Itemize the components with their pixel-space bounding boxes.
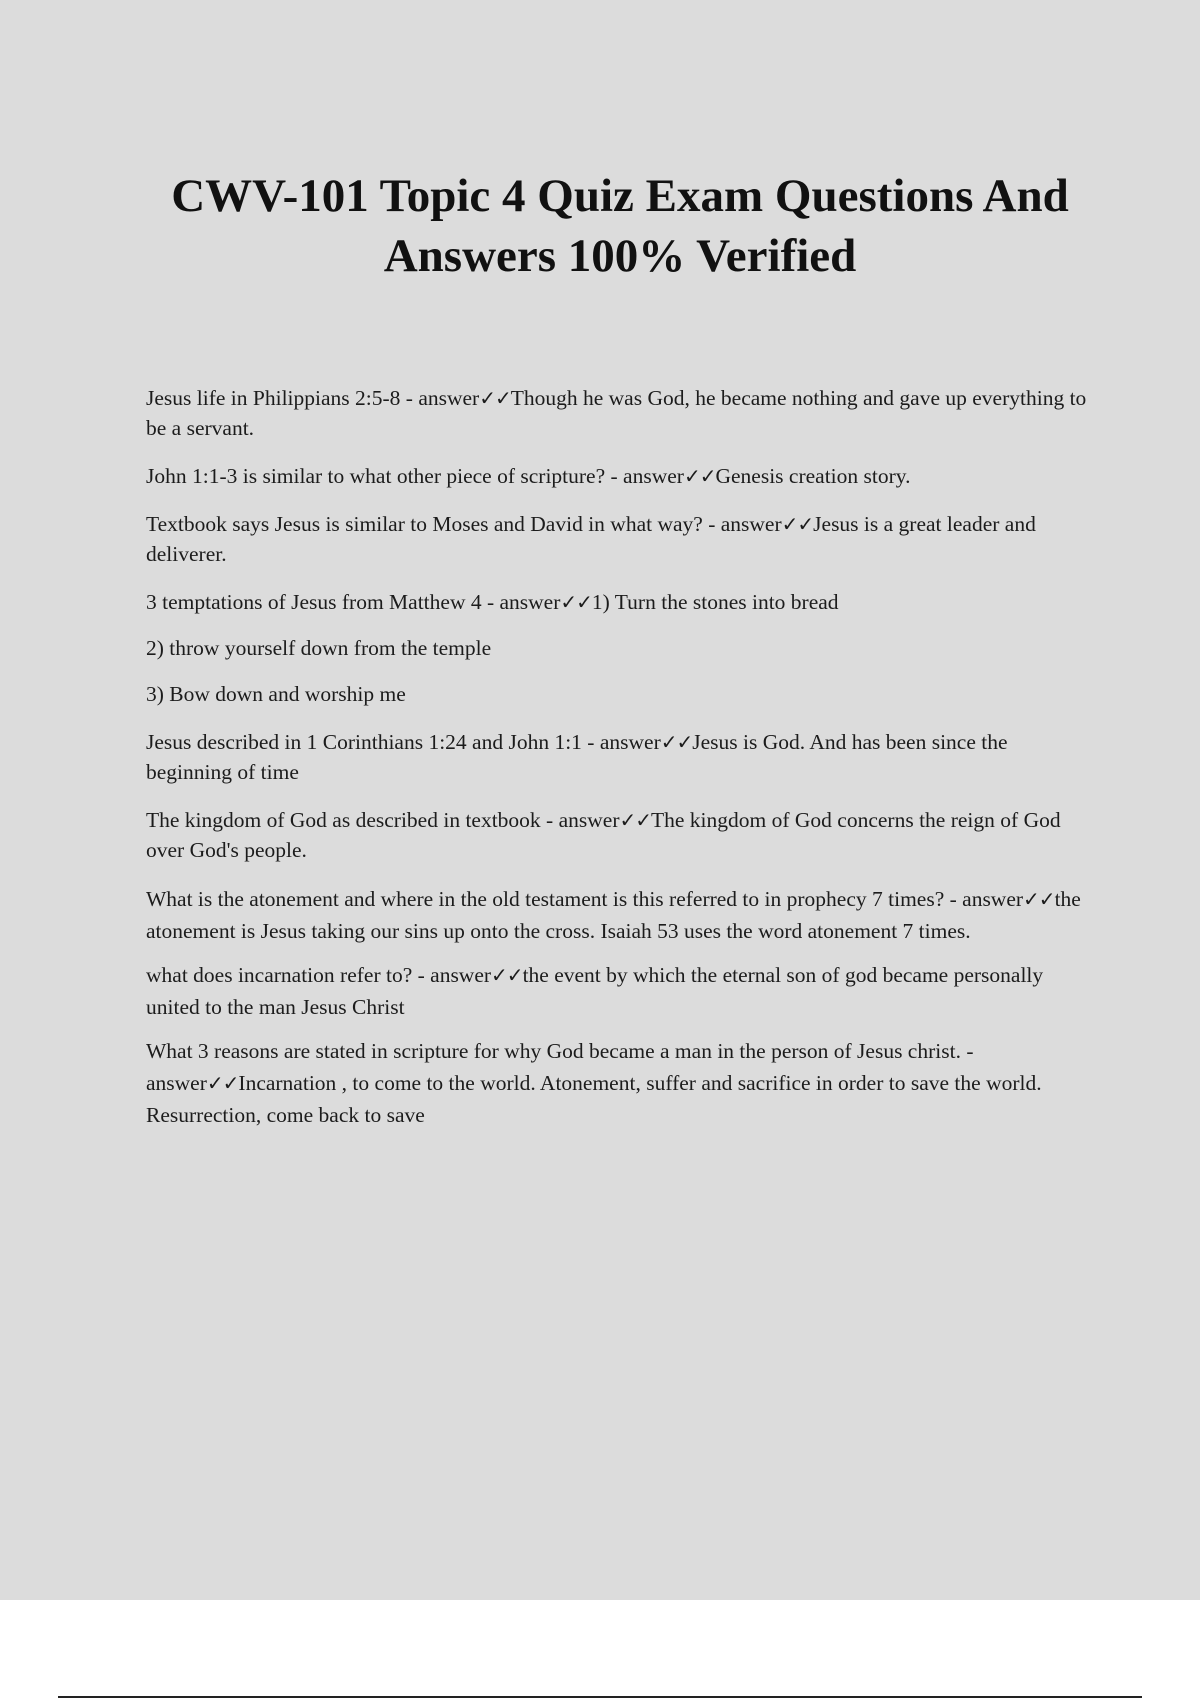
answer-text: the atonement is Jesus taking our sins up onto the cross. Isaiah 53 uses the word atonement 7 times. <box>146 887 1081 943</box>
answer-text: Genesis creation story. <box>715 464 911 488</box>
qa-item <box>146 509 1090 569</box>
question-text: The kingdom of God as described in textbook - answer <box>146 808 620 832</box>
answer-text: Jesus is God. And has been since the beginning of time <box>146 730 1008 784</box>
answer-text: Jesus is a great leader and deliverer. <box>146 512 1036 566</box>
double-check-icon: ✓✓ <box>479 386 511 410</box>
document-title: CWV-101 Topic 4 Quiz Exam Questions And Answers 100% Verified <box>171 170 1069 282</box>
qa-item <box>146 805 1090 865</box>
double-check-icon: ✓✓ <box>683 464 716 488</box>
qa-item <box>146 383 1090 443</box>
question-text: What 3 reasons are stated in scripture for why God became a man in the person of Jesus christ. - answer <box>146 1039 974 1095</box>
qa-item <box>146 461 1090 491</box>
qa-item <box>146 587 1090 617</box>
qa-item <box>146 959 1090 1023</box>
answer-text: Though he was God, he became nothing and gave up everything to be a servant. <box>146 386 1087 440</box>
double-check-icon: ✓✓ <box>619 808 651 832</box>
double-check-icon: ✓✓ <box>491 963 523 987</box>
question-text: John 1:1-3 is similar to what other piece of scripture? - answer <box>146 464 684 488</box>
qa-continuation-line: 2) throw yourself down from the temple <box>146 636 492 660</box>
question-text: what does incarnation refer to? - answer <box>146 963 492 987</box>
question-text: Jesus life in Philippians 2:5-8 - answer <box>146 386 480 410</box>
question-text: 3 temptations of Jesus from Matthew 4 - answer <box>146 590 561 614</box>
double-check-icon: ✓✓ <box>1023 887 1055 911</box>
double-check-icon: ✓✓ <box>560 590 592 614</box>
answer-text: The kingdom of God concerns the reign of God over God's people. <box>146 808 1061 862</box>
footer-divider <box>58 1696 1142 1698</box>
question-text: Textbook says Jesus is similar to Moses and David in what way? - answer <box>146 512 782 536</box>
double-check-icon: ✓✓ <box>781 512 814 536</box>
answer-text: the event by which the eternal son of god became personally united to the man Jesus Christ <box>146 963 1044 1019</box>
question-text: Jesus described in 1 Corinthians 1:24 and John 1:1 - answer <box>146 730 661 754</box>
qa-list <box>146 383 1090 1143</box>
question-text: What is the atonement and where in the old testament is this referred to in prophecy 7 times? - answer <box>146 887 1024 911</box>
qa-item <box>146 1035 1090 1131</box>
qa-continuation-line: 3) Bow down and worship me <box>146 682 406 706</box>
qa-item <box>146 727 1090 787</box>
double-check-icon: ✓✓ <box>206 1071 239 1095</box>
qa-item <box>146 883 1090 947</box>
answer-text: Incarnation , to come to the world. Atonement, suffer and sacrifice in order to save the world. Resurrection, come back to save <box>146 1071 1042 1127</box>
answer-text: 1) Turn the stones into bread <box>591 590 839 614</box>
double-check-icon: ✓✓ <box>660 730 693 754</box>
